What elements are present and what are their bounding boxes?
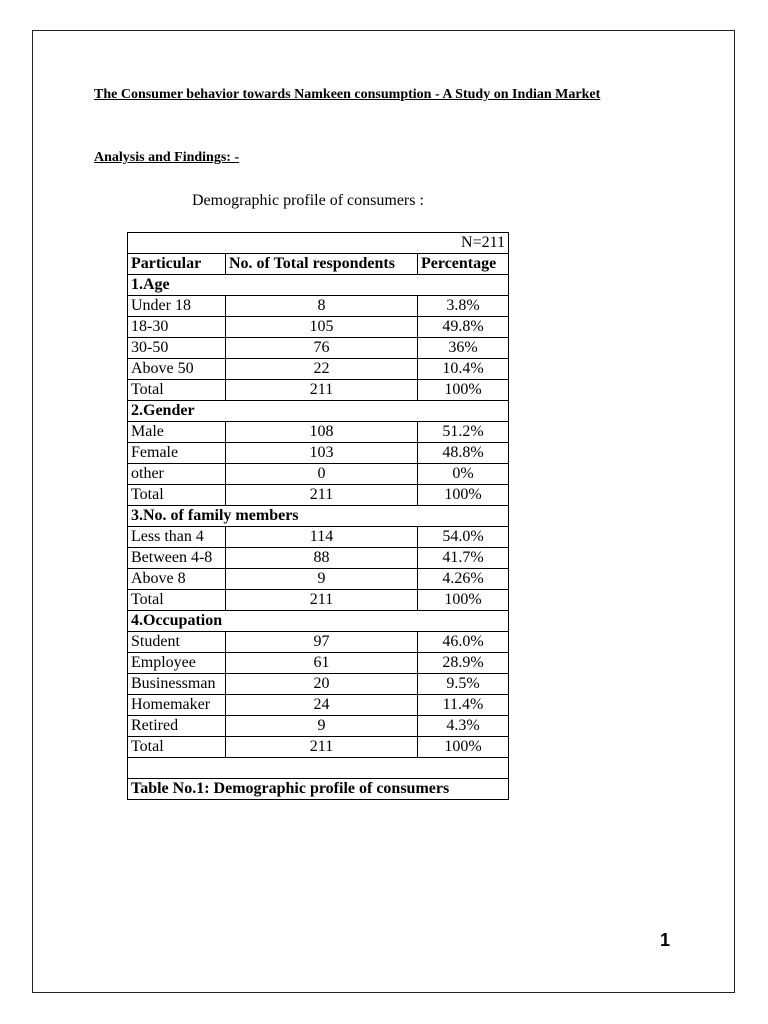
table-row <box>128 338 509 359</box>
cell-particular: Homemaker <box>128 695 226 716</box>
sample-size-label: N=211 <box>128 233 509 254</box>
cell-percentage: 100% <box>418 380 509 401</box>
table-row <box>128 464 509 485</box>
cell-percentage: 48.8% <box>418 443 509 464</box>
cell-particular: Above 8 <box>128 569 226 590</box>
cell-particular: Total <box>128 590 226 611</box>
table-row <box>128 359 509 380</box>
table-row <box>128 695 509 716</box>
cell-respondents: 103 <box>226 443 418 464</box>
demographic-table <box>127 232 509 800</box>
cell-percentage: 11.4% <box>418 695 509 716</box>
table-row <box>128 485 509 506</box>
demographic-table-container <box>127 232 509 800</box>
table-row <box>128 653 509 674</box>
group-header-row <box>128 401 509 422</box>
cell-percentage: 51.2% <box>418 422 509 443</box>
group-title: 2.Gender <box>128 401 509 422</box>
cell-particular: Female <box>128 443 226 464</box>
cell-particular: Total <box>128 380 226 401</box>
table-row <box>128 569 509 590</box>
cell-particular: Total <box>128 737 226 758</box>
cell-respondents: 22 <box>226 359 418 380</box>
table-row <box>128 737 509 758</box>
cell-particular: Total <box>128 485 226 506</box>
cell-percentage: 10.4% <box>418 359 509 380</box>
cell-respondents: 9 <box>226 569 418 590</box>
table-row <box>128 317 509 338</box>
cell-particular: Between 4-8 <box>128 548 226 569</box>
cell-particular: Retired <box>128 716 226 737</box>
table-row <box>128 527 509 548</box>
cell-particular: 18-30 <box>128 317 226 338</box>
cell-particular: Male <box>128 422 226 443</box>
cell-percentage: 4.26% <box>418 569 509 590</box>
cell-respondents: 211 <box>226 590 418 611</box>
cell-respondents: 61 <box>226 653 418 674</box>
group-title: 4.Occupation <box>128 611 509 632</box>
cell-respondents: 211 <box>226 380 418 401</box>
cell-respondents: 88 <box>226 548 418 569</box>
cell-particular: Student <box>128 632 226 653</box>
cell-respondents: 9 <box>226 716 418 737</box>
cell-respondents: 211 <box>226 485 418 506</box>
cell-percentage: 41.7% <box>418 548 509 569</box>
header-percentage: Percentage <box>418 254 509 275</box>
cell-percentage: 54.0% <box>418 527 509 548</box>
table-row <box>128 674 509 695</box>
cell-percentage: 100% <box>418 485 509 506</box>
cell-percentage: 4.3% <box>418 716 509 737</box>
cell-percentage: 46.0% <box>418 632 509 653</box>
header-respondents: No. of Total respondents <box>226 254 418 275</box>
table-row <box>128 380 509 401</box>
cell-percentage: 100% <box>418 590 509 611</box>
section-heading: Analysis and Findings: - <box>94 150 240 165</box>
n-row <box>128 233 509 254</box>
cell-particular: Above 50 <box>128 359 226 380</box>
cell-respondents: 20 <box>226 674 418 695</box>
table-row <box>128 632 509 653</box>
cell-respondents: 108 <box>226 422 418 443</box>
cell-respondents: 24 <box>226 695 418 716</box>
table-row <box>128 590 509 611</box>
table-row <box>128 548 509 569</box>
page-number: 1 <box>660 930 671 950</box>
cell-respondents: 76 <box>226 338 418 359</box>
cell-respondents: 105 <box>226 317 418 338</box>
blank-row <box>128 758 509 779</box>
cell-respondents: 211 <box>226 737 418 758</box>
header-particular: Particular <box>128 254 226 275</box>
cell-percentage: 9.5% <box>418 674 509 695</box>
caption-row <box>128 779 509 800</box>
cell-percentage: 100% <box>418 737 509 758</box>
cell-respondents: 114 <box>226 527 418 548</box>
cell-particular: 30-50 <box>128 338 226 359</box>
table-caption: Table No.1: Demographic profile of consumers <box>128 779 509 800</box>
table-heading: Demographic profile of consumers : <box>192 192 424 209</box>
cell-particular: Businessman <box>128 674 226 695</box>
group-header-row <box>128 506 509 527</box>
table-row <box>128 422 509 443</box>
group-title: 1.Age <box>128 275 509 296</box>
cell-percentage: 49.8% <box>418 317 509 338</box>
table-row <box>128 716 509 737</box>
group-header-row <box>128 275 509 296</box>
cell-percentage: 3.8% <box>418 296 509 317</box>
group-header-row <box>128 611 509 632</box>
group-title: 3.No. of family members <box>128 506 509 527</box>
header-row <box>128 254 509 275</box>
blank-cell <box>128 758 509 779</box>
cell-respondents: 0 <box>226 464 418 485</box>
cell-particular: Employee <box>128 653 226 674</box>
table-row <box>128 443 509 464</box>
cell-respondents: 8 <box>226 296 418 317</box>
cell-respondents: 97 <box>226 632 418 653</box>
cell-particular: other <box>128 464 226 485</box>
cell-percentage: 36% <box>418 338 509 359</box>
cell-percentage: 28.9% <box>418 653 509 674</box>
cell-percentage: 0% <box>418 464 509 485</box>
cell-particular: Under 18 <box>128 296 226 317</box>
cell-particular: Less than 4 <box>128 527 226 548</box>
table-row <box>128 296 509 317</box>
document-title: The Consumer behavior towards Namkeen consumption - A Study on Indian Market <box>94 87 601 102</box>
